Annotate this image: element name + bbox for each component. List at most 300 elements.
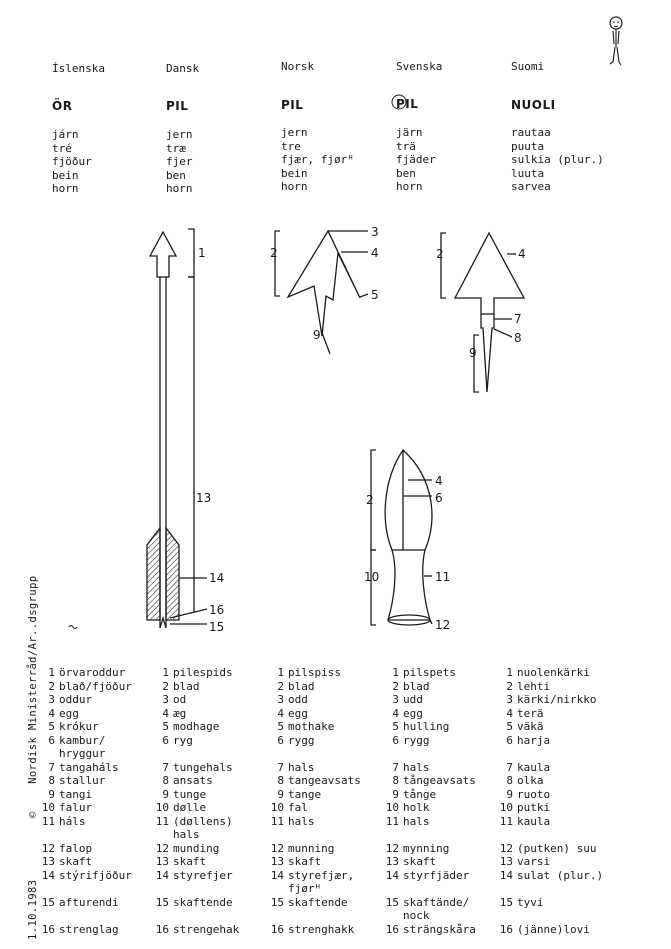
- legend-row: [269, 680, 315, 694]
- date-stamp: 1.10.1983: [27, 879, 39, 940]
- legend-term: [288, 666, 341, 680]
- legend-row: [384, 801, 430, 815]
- headword-svenska: PIL: [396, 97, 419, 111]
- legend-row: [498, 842, 596, 856]
- legend-term: [403, 707, 423, 721]
- copyright-mark: ©: [27, 811, 39, 819]
- legend-term: [288, 815, 315, 829]
- lang-dansk: Dansk: [166, 62, 200, 75]
- legend-term-line: tyvi: [517, 895, 544, 909]
- legend-term-line: strenghakk: [288, 922, 355, 936]
- legend-row: [269, 923, 354, 937]
- legend-term-line: pilspets: [403, 666, 456, 679]
- headword-norsk: PIL: [281, 98, 304, 112]
- legend-number: 10: [270, 801, 284, 814]
- legend-term: [517, 774, 544, 788]
- legend-term: [517, 761, 550, 775]
- legend-number: 3: [48, 693, 55, 706]
- legend-term-line: od: [173, 693, 187, 706]
- legend-number: 6: [506, 733, 513, 747]
- legend-number: 14: [499, 868, 513, 882]
- legend-row: [269, 896, 348, 910]
- legend-term-line: rygg: [403, 733, 430, 747]
- legend-term-line: hryggur: [59, 747, 106, 760]
- legend-number: 3: [277, 693, 284, 706]
- legend-number: 5: [392, 720, 399, 733]
- list-item: bein: [52, 168, 79, 182]
- label-tanged-9: 9: [469, 346, 477, 360]
- legend-row: [269, 720, 334, 734]
- legend-term-line: háls: [59, 814, 86, 828]
- legend-term: [59, 788, 92, 802]
- legend-term: [288, 720, 334, 734]
- legend-number: 12: [385, 841, 399, 855]
- legend-number: 15: [499, 895, 513, 909]
- legend-row: [498, 693, 596, 707]
- legend-term-line: tånge: [403, 787, 437, 801]
- legend-row: [498, 855, 550, 869]
- legend-number: 16: [155, 922, 169, 936]
- legend-row: [40, 801, 92, 815]
- legend-number: 4: [277, 706, 284, 720]
- legend-term: [517, 666, 590, 680]
- legend-term-line: väkä: [517, 720, 544, 733]
- label-barbed-3: 3: [371, 225, 379, 239]
- legend-term-line: kaula: [517, 760, 551, 774]
- legend-term: [59, 680, 132, 694]
- organization-name: Nordisk Ministerråd/Ar..dsgrupp: [27, 575, 39, 784]
- legend-number: 8: [277, 774, 284, 787]
- legend-row: [498, 896, 544, 910]
- legend-number: 7: [506, 760, 513, 774]
- label-barbed-2: 2: [270, 246, 278, 260]
- legend-row: [384, 734, 430, 748]
- legend-term-line: egg: [403, 706, 423, 720]
- label-tanged-2: 2: [436, 247, 444, 261]
- legend-row: [269, 693, 308, 707]
- legend-term-line: fal: [288, 801, 308, 814]
- label-socket-10: 10: [364, 570, 380, 584]
- legend-number: 2: [162, 679, 169, 693]
- legend-term: [59, 693, 92, 707]
- legend-term-line: kambur/: [59, 733, 106, 747]
- legend-number: 8: [506, 774, 513, 787]
- legend-row: [269, 761, 315, 775]
- legend-term: [59, 774, 105, 788]
- legend-number: 11: [270, 814, 284, 828]
- legend-term-line: æg: [173, 706, 187, 720]
- legend-row: [384, 761, 430, 775]
- legend-term-line: nuolenkärki: [517, 666, 590, 679]
- legend-term-line: örvaroddur: [59, 666, 126, 679]
- headword-dansk: PIL: [166, 99, 189, 113]
- legend-number: 12: [270, 841, 284, 855]
- label-barbed-4: 4: [371, 246, 379, 260]
- legend-number: 10: [385, 801, 399, 814]
- list-item: horn: [52, 182, 79, 196]
- legend-row: [40, 842, 92, 856]
- legend-term: [173, 720, 219, 734]
- legend-term: [59, 855, 92, 869]
- legend-term: [517, 842, 596, 856]
- legend-term-line: egg: [59, 706, 79, 720]
- legend-row: [154, 666, 233, 680]
- legend-number: 15: [41, 895, 55, 909]
- legend-term: [517, 923, 590, 937]
- legend-row: [384, 896, 469, 923]
- legend-term-line: tangeavsats: [288, 774, 361, 787]
- legend-term-line: tungehals: [173, 760, 233, 774]
- legend-term: [403, 842, 449, 856]
- legend-term-line: hals: [288, 760, 315, 774]
- legend-term-line: tångeavsats: [403, 774, 476, 787]
- list-item: tré: [52, 141, 72, 155]
- legend-number: 12: [499, 841, 513, 855]
- legend-term: [173, 693, 186, 707]
- legend-row: [498, 815, 550, 829]
- legend-number: 11: [41, 814, 55, 828]
- legend-term-line: stýrifjöður: [59, 868, 132, 882]
- list-item: luuta: [511, 166, 545, 180]
- label-socket-11: 11: [435, 570, 451, 584]
- legend-number: 14: [385, 868, 399, 882]
- barbed-arrowhead: [275, 231, 368, 354]
- legend-term-line: styrefjær,: [288, 868, 355, 882]
- legend-row: [498, 761, 550, 775]
- legend-term-line: blad: [288, 679, 315, 693]
- legend-number: 9: [162, 787, 169, 801]
- legend-row: [498, 680, 550, 694]
- legend-row: [40, 788, 92, 802]
- legend-term-line: udd: [403, 693, 423, 706]
- legend-number: 9: [277, 787, 284, 801]
- legend-term: [403, 815, 430, 829]
- legend-term: [517, 707, 544, 721]
- legend-term-line: harja: [517, 733, 551, 747]
- legend-term-line: styrfjäder: [403, 868, 470, 882]
- legend-number: 6: [392, 733, 399, 747]
- legend-row: [154, 734, 193, 748]
- legend-term: [59, 801, 92, 815]
- list-item: ben: [396, 166, 416, 180]
- legend-row: [154, 842, 219, 856]
- legend-term: [288, 801, 308, 815]
- legend-number: 16: [499, 922, 513, 936]
- legend-term: [517, 896, 544, 910]
- legend-term: [403, 761, 430, 775]
- legend-number: 8: [162, 774, 169, 787]
- legend-number: 7: [162, 760, 169, 774]
- legend-row: [40, 855, 92, 869]
- legend-term-line: skaft: [173, 855, 207, 868]
- legend-row: [269, 666, 341, 680]
- legend-number: 4: [506, 706, 513, 720]
- legend-term: [59, 666, 125, 680]
- label-socket-4: 4: [435, 474, 443, 488]
- list-item: fjer: [166, 155, 193, 169]
- legend-term: [288, 855, 321, 869]
- legend-term-line: fjørᴴ: [288, 882, 322, 895]
- legend-term-line: ryg: [173, 733, 193, 747]
- legend-term-line: hals: [288, 814, 315, 828]
- legend-number: 14: [155, 868, 169, 882]
- list-item: fjäder: [396, 153, 436, 167]
- legend-term: [59, 734, 105, 761]
- legend-term: [59, 720, 99, 734]
- legend-term: [517, 855, 550, 869]
- legend-term: [403, 855, 436, 869]
- legend-term: [173, 815, 233, 842]
- margin-credit: [27, 575, 39, 940]
- legend-term-line: kärki/nirkko: [517, 693, 597, 706]
- legend-row: [40, 761, 119, 775]
- legend-term-line: mynning: [403, 841, 450, 855]
- legend-number: 2: [506, 679, 513, 693]
- label-barbed-9: 9: [313, 328, 321, 342]
- legend-number: 13: [41, 855, 55, 868]
- legend-number: 5: [162, 720, 169, 733]
- list-item: bein: [281, 166, 308, 180]
- legend-term-line: (jänne)lovi: [517, 922, 590, 936]
- legend-number: 16: [385, 922, 399, 936]
- legend-term-line: sulat (plur.): [517, 868, 604, 882]
- list-item: rautaa: [511, 126, 551, 139]
- legend-term-line: kaula: [517, 814, 551, 828]
- legend-number: 1: [277, 666, 284, 679]
- legend-term-line: blad: [403, 679, 430, 693]
- legend-term: [288, 923, 354, 937]
- legend-number: 7: [48, 760, 55, 774]
- legend-number: 1: [162, 666, 169, 679]
- legend-term-line: munning: [288, 841, 335, 855]
- legend-term: [173, 707, 186, 721]
- legend-term-line: ansats: [173, 774, 213, 787]
- list-item: horn: [396, 180, 423, 194]
- legend-row: [384, 788, 436, 802]
- legend-term-line: krókur: [59, 720, 99, 733]
- legend-term-line: olka: [517, 774, 544, 787]
- legend-term-line: hals: [173, 828, 200, 841]
- legend-number: 12: [41, 841, 55, 855]
- list-item: jern: [281, 126, 308, 139]
- legend-number: 1: [506, 666, 513, 679]
- legend-number: 14: [41, 868, 55, 882]
- legend-row: [498, 788, 550, 802]
- list-item: træ: [166, 141, 186, 155]
- legend-row: [384, 869, 469, 883]
- legend-term: [517, 869, 603, 883]
- legend-row: [154, 869, 233, 883]
- legend-term: [288, 788, 321, 802]
- legend-term-line: styrefjer: [173, 868, 233, 882]
- legend-term: [173, 896, 233, 910]
- legend-number: 8: [48, 774, 55, 787]
- legend-row: [498, 923, 590, 937]
- legend-row: [154, 801, 206, 815]
- legend-number: 12: [155, 841, 169, 855]
- label-arrow-1: 1: [198, 246, 206, 260]
- legend-row: [154, 896, 233, 910]
- legend-term: [403, 680, 430, 694]
- legend-term: [288, 774, 361, 788]
- legend-number: 13: [385, 855, 399, 868]
- legend-term: [517, 720, 544, 734]
- legend-term: [59, 761, 119, 775]
- legend-row: [384, 666, 456, 680]
- legend-term: [517, 680, 550, 694]
- legend-term: [173, 788, 206, 802]
- legend-term-line: terä: [517, 706, 544, 720]
- legend-term-line: dølle: [173, 801, 207, 814]
- legend-term: [59, 896, 119, 910]
- complete-arrow: [147, 229, 207, 628]
- legend-row: [384, 855, 436, 869]
- list-item: tre: [281, 139, 301, 153]
- legend-term: [288, 761, 315, 775]
- legend-number: 2: [277, 679, 284, 693]
- legend-number: 16: [41, 922, 55, 936]
- legend-number: 1: [48, 666, 55, 679]
- legend-term: [173, 869, 233, 883]
- headword-suomi: NUOLI: [511, 98, 556, 112]
- legend-number: 2: [392, 679, 399, 693]
- legend-row: [498, 707, 544, 721]
- legend-row: [269, 842, 334, 856]
- legend-term: [403, 788, 436, 802]
- legend-term-line: putki: [517, 801, 551, 814]
- legend-term: [59, 923, 119, 937]
- legend-term-line: falur: [59, 801, 93, 814]
- legend-term: [288, 869, 354, 896]
- label-socket-2: 2: [366, 493, 374, 507]
- legend-term: [403, 869, 469, 883]
- legend-term-line: blad: [173, 679, 200, 693]
- legend-number: 16: [270, 922, 284, 936]
- lang-svenska: Svenska: [396, 60, 443, 73]
- legend-row: [269, 788, 321, 802]
- legend-number: 9: [506, 787, 513, 801]
- legend-term: [173, 761, 233, 775]
- legend-term: [288, 693, 308, 707]
- legend-term: [173, 680, 200, 694]
- legend-term-line: strängskåra: [403, 922, 476, 936]
- legend-row: [154, 720, 219, 734]
- legend-row: [154, 855, 206, 869]
- list-item: järn: [396, 126, 423, 139]
- list-item: ben: [166, 168, 186, 182]
- legend-row: [269, 734, 315, 748]
- legend-row: [498, 734, 550, 748]
- legend-number: 10: [41, 801, 55, 814]
- legend-term: [517, 788, 550, 802]
- legend-term: [403, 734, 430, 748]
- legend-row: [154, 680, 200, 694]
- label-barbed-5: 5: [371, 288, 379, 302]
- legend-row: [40, 707, 79, 721]
- legend-term: [517, 801, 550, 815]
- legend-row: [40, 680, 132, 694]
- legend-term: [517, 693, 596, 707]
- legend-term: [288, 707, 308, 721]
- legend-term-line: pilespids: [173, 666, 233, 679]
- legend-term-line: odd: [288, 693, 308, 706]
- legend-number: 15: [385, 895, 399, 909]
- legend-term-line: varsi: [517, 855, 551, 868]
- list-item: puuta: [511, 139, 545, 153]
- list-item: sarvea: [511, 180, 551, 194]
- legend-term: [59, 707, 79, 721]
- legend-term-line: skaftände/: [403, 895, 470, 909]
- legend-number: 10: [155, 801, 169, 814]
- legend-term-line: egg: [288, 706, 308, 720]
- legend-term-line: modhage: [173, 720, 220, 733]
- legend-term-line: lehti: [517, 679, 551, 693]
- legend-row: [384, 774, 476, 788]
- legend-number: 14: [270, 868, 284, 882]
- legend-term-line: strenglag: [59, 922, 119, 936]
- legend-number: 1: [392, 666, 399, 679]
- legend-number: 7: [277, 760, 284, 774]
- legend-row: [384, 815, 430, 829]
- legend-term-line: strengehak: [173, 922, 240, 936]
- legend-row: [154, 761, 233, 775]
- legend-term-line: hulling: [403, 720, 450, 733]
- label-tanged-8: 8: [514, 331, 522, 345]
- legend-row: [269, 815, 315, 829]
- legend-term: [173, 842, 219, 856]
- legend-row: [40, 923, 119, 937]
- legend-term-line: skaftende: [173, 895, 233, 909]
- legend-term-line: nock: [403, 909, 430, 922]
- legend-row: [269, 869, 354, 896]
- scribble-mark-icon: [69, 626, 77, 629]
- list-item: járn: [52, 128, 79, 141]
- legend-row: [154, 774, 213, 788]
- legend-term: [517, 815, 550, 829]
- lang-norsk: Norsk: [281, 60, 315, 73]
- legend-term: [288, 842, 334, 856]
- legend-row: [40, 720, 99, 734]
- legend-row: [40, 774, 105, 788]
- legend-term-line: hals: [403, 760, 430, 774]
- legend-number: 7: [392, 760, 399, 774]
- headword-islenska: ÖR: [52, 99, 73, 113]
- legend-row: [154, 923, 239, 937]
- legend-number: 10: [499, 801, 513, 814]
- legend-term: [173, 666, 233, 680]
- legend-term: [403, 896, 469, 923]
- list-item: horn: [166, 182, 193, 196]
- legend-row: [384, 842, 449, 856]
- legend-term: [173, 801, 206, 815]
- legend-term-line: stallur: [59, 774, 106, 787]
- legend-term-line: tange: [288, 787, 322, 801]
- legend-row: [384, 720, 449, 734]
- label-socket-12: 12: [435, 618, 451, 632]
- list-item: fjær, fjørᴴ: [281, 153, 354, 167]
- legend-number: 6: [162, 733, 169, 747]
- legend-row: [269, 707, 308, 721]
- legend-term-line: mothake: [288, 720, 335, 733]
- legend-number: 3: [392, 693, 399, 706]
- legend-number: 5: [48, 720, 55, 733]
- legend-term: [288, 734, 315, 748]
- legend-number: 13: [499, 855, 513, 868]
- legend-number: 5: [506, 720, 513, 733]
- legend-term-line: tangi: [59, 787, 93, 801]
- legend-row: [40, 869, 132, 883]
- legend-row: [498, 774, 544, 788]
